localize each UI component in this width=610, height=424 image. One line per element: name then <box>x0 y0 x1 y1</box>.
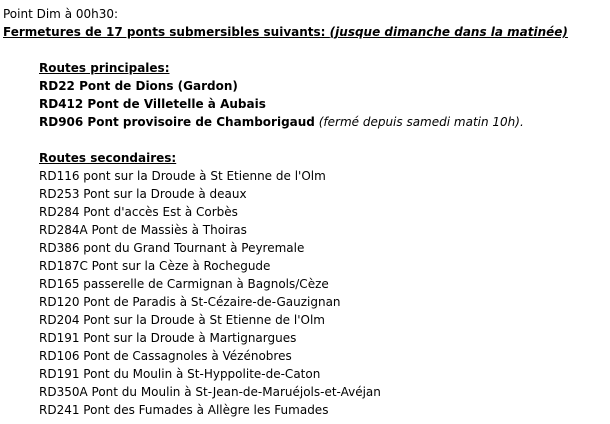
secondary-route-item: RD116 pont sur la Droude à St Etienne de l'Olm <box>39 169 326 183</box>
main-route-label: RD22 Pont de Dions (Gardon) <box>39 79 238 93</box>
main-routes-heading: Routes principales: <box>39 61 170 75</box>
secondary-route-item: RD284 Pont d'accès Est à Corbès <box>39 205 238 219</box>
spacer <box>3 131 607 149</box>
secondary-routes-heading: Routes secondaires: <box>39 151 177 165</box>
main-routes-section <box>3 59 607 131</box>
secondary-routes-list <box>39 167 607 419</box>
secondary-route-item: RD165 passerelle de Carmignan à Bagnols/Cèze <box>39 277 329 291</box>
spacer <box>3 41 607 59</box>
secondary-route-item: RD241 Pont des Fumades à Allègre les Fumades <box>39 403 329 417</box>
closure-title: Fermetures de 17 ponts submersibles suivants: <box>3 25 326 39</box>
secondary-route-item: RD106 Pont de Cassagnoles à Vézénobres <box>39 349 292 363</box>
main-route-label: RD412 Pont de Villetelle à Aubais <box>39 97 266 111</box>
main-route-label: RD906 Pont provisoire de Chamborigaud <box>39 115 315 129</box>
main-route-item <box>39 113 607 131</box>
secondary-route-item: RD120 Pont de Paradis à St-Cézaire-de-Gauzignan <box>39 295 341 309</box>
secondary-route-item: RD284A Pont de Massiès à Thoiras <box>39 223 247 237</box>
main-route-item <box>39 77 607 95</box>
closure-note: (jusque dimanche dans la matinée) <box>329 25 568 39</box>
main-route-item <box>39 95 607 113</box>
closure-title-line <box>3 23 607 41</box>
secondary-routes-section <box>3 149 607 419</box>
secondary-route-item: RD350A Pont du Moulin à St-Jean-de-Maruéjols-et-Avéjan <box>39 385 381 399</box>
main-route-note: (fermé depuis samedi matin 10h). <box>318 115 524 129</box>
time-line: Point Dim à 00h30: <box>3 7 119 21</box>
secondary-route-item: RD191 Pont du Moulin à St-Hyppolite-de-Caton <box>39 367 321 381</box>
secondary-route-item: RD386 pont du Grand Tournant à Peyremale <box>39 241 305 255</box>
secondary-route-item: RD187C Pont sur la Cèze à Rochegude <box>39 259 271 273</box>
secondary-route-item: RD191 Pont sur la Droude à Martignargues <box>39 331 297 345</box>
main-routes-list <box>39 77 607 131</box>
secondary-route-item: RD204 Pont sur la Droude à St Etienne de l'Olm <box>39 313 325 327</box>
secondary-route-item: RD253 Pont sur la Droude à deaux <box>39 187 247 201</box>
